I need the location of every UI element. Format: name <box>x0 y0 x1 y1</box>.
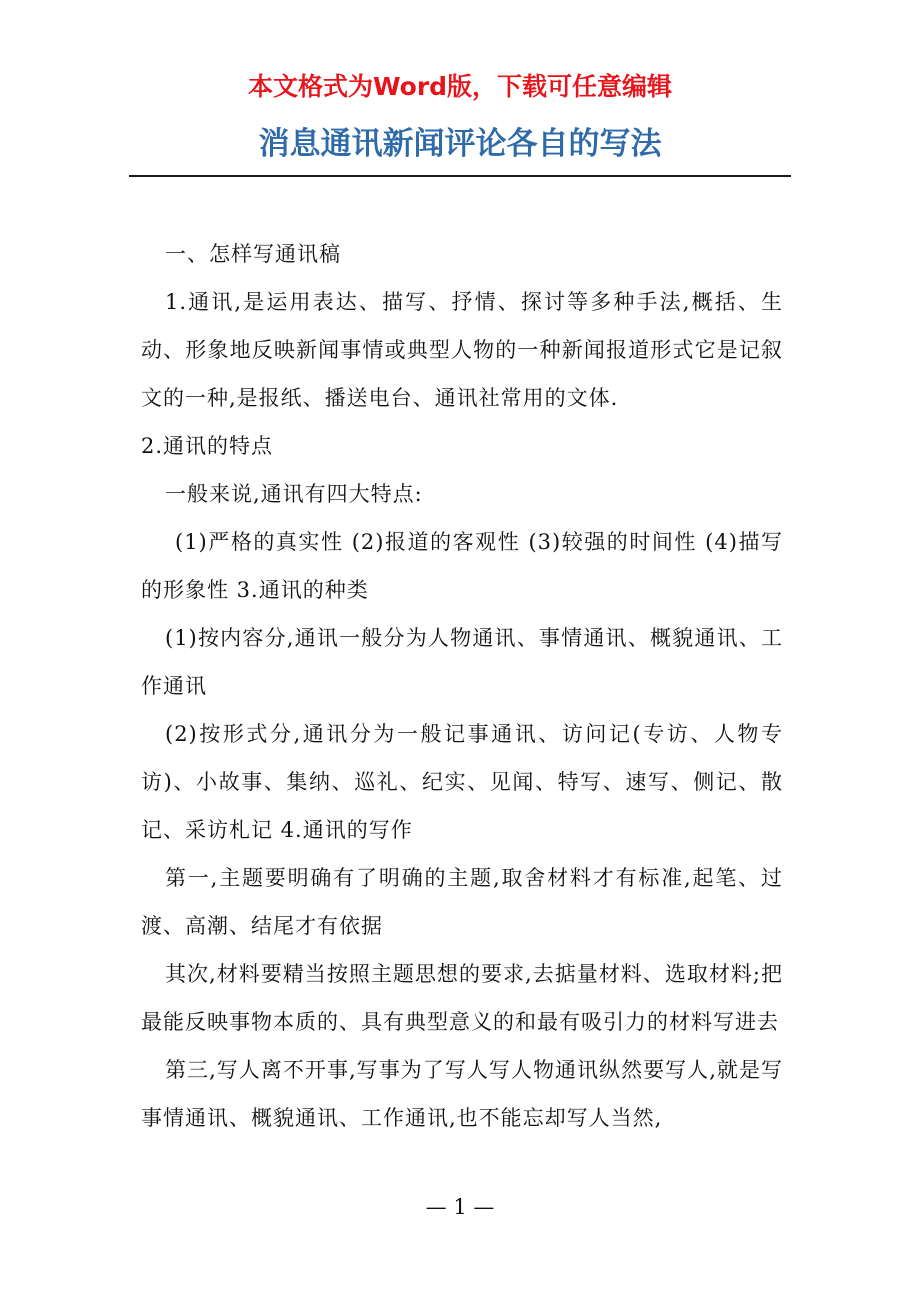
paragraph: (1)按内容分,通讯一般分为人物通讯、事情通讯、概貌通讯、工作通讯 <box>141 626 783 698</box>
paragraph: 第三,写人离不开事,写事为了写人写人物通讯纵然要写人,就是写事情通讯、概貌通讯、工作通讯,也不能忘却写人当然, <box>141 1058 783 1130</box>
paragraph-heading: 一、怎样写通讯稿 <box>165 242 341 266</box>
title-divider <box>129 175 791 177</box>
paragraph: 一般来说,通讯有四大特点: <box>165 482 423 506</box>
paragraph-subheading: 2.通讯的特点 <box>141 434 274 458</box>
paragraph: (2)按形式分,通讯分为一般记事通讯、访问记(专访、人物专访)、小故事、集纳、巡礼、纪实、见闻、特写、速写、侧记、散记、采访札记 4.通讯的写作 <box>141 722 783 842</box>
document-body <box>141 230 783 1142</box>
paragraph: 其次,材料要精当按照主题思想的要求,去掂量材料、选取材料;把最能反映事物本质的、具有典型意义的和最有吸引力的材料写进去 <box>141 962 783 1034</box>
paragraph: 1.通讯,是运用表达、描写、抒情、探讨等多种手法,概括、生动、形象地反映新闻事情或典型人物的一种新闻报道形式它是记叙文的一种,是报纸、播送电台、通讯社常用的文体. <box>141 290 783 410</box>
page-title: 消息通讯新闻评论各自的写法 <box>258 126 662 162</box>
page-number: — 1 — <box>425 1195 495 1219</box>
format-banner: 本文格式为Word版，下载可任意编辑 <box>247 72 673 101</box>
paragraph: 第一,主题要明确有了明确的主题,取舍材料才有标准,起笔、过渡、高潮、结尾才有依据 <box>141 866 783 938</box>
paragraph: (1)严格的真实性 (2)报道的客观性 (3)较强的时间性 (4)描写的形象性 3.通讯的种类 <box>141 530 783 602</box>
